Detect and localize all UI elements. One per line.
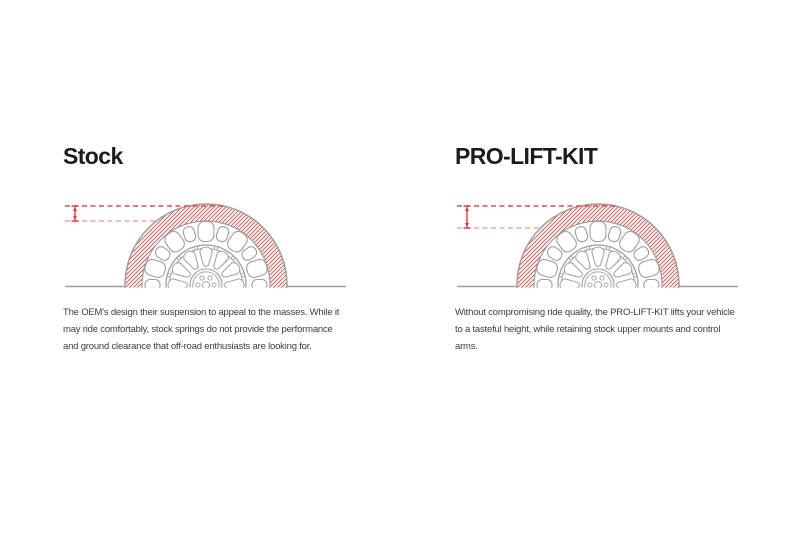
stock-description-line: and ground clearance that off-road enthusiasts are looking for. <box>63 341 312 352</box>
lift-measurement-arrow <box>464 206 471 228</box>
tire-and-wheel <box>517 204 679 297</box>
stock-description <box>63 304 363 355</box>
pro-lift-kit-description <box>455 304 755 355</box>
stock-description-line: The OEM's design their suspension to appeal to the masses. While it <box>63 307 340 318</box>
stock-heading: Stock <box>63 143 123 169</box>
column-stock <box>63 0 363 534</box>
pro-lift-kit-heading: PRO-LIFT-KIT <box>455 143 598 169</box>
column-pro-lift-kit <box>455 0 755 534</box>
lifted-wheel-clearance-diagram <box>452 185 744 297</box>
tire-and-wheel <box>125 204 287 297</box>
stock-description-line: may ride comfortably, stock springs do not provide the performance <box>63 324 333 335</box>
pro-lift-kit-description-line: arms. <box>455 341 478 352</box>
pro-lift-kit-description-line: Without compromising ride quality, the PRO-LIFT-KIT lifts your vehicle <box>455 307 735 318</box>
lift-measurement-arrow <box>72 206 79 221</box>
pro-lift-kit-description-line: to a tasteful height, while retaining stock upper mounts and control <box>455 324 721 335</box>
stock-wheel-clearance-diagram <box>60 185 352 297</box>
